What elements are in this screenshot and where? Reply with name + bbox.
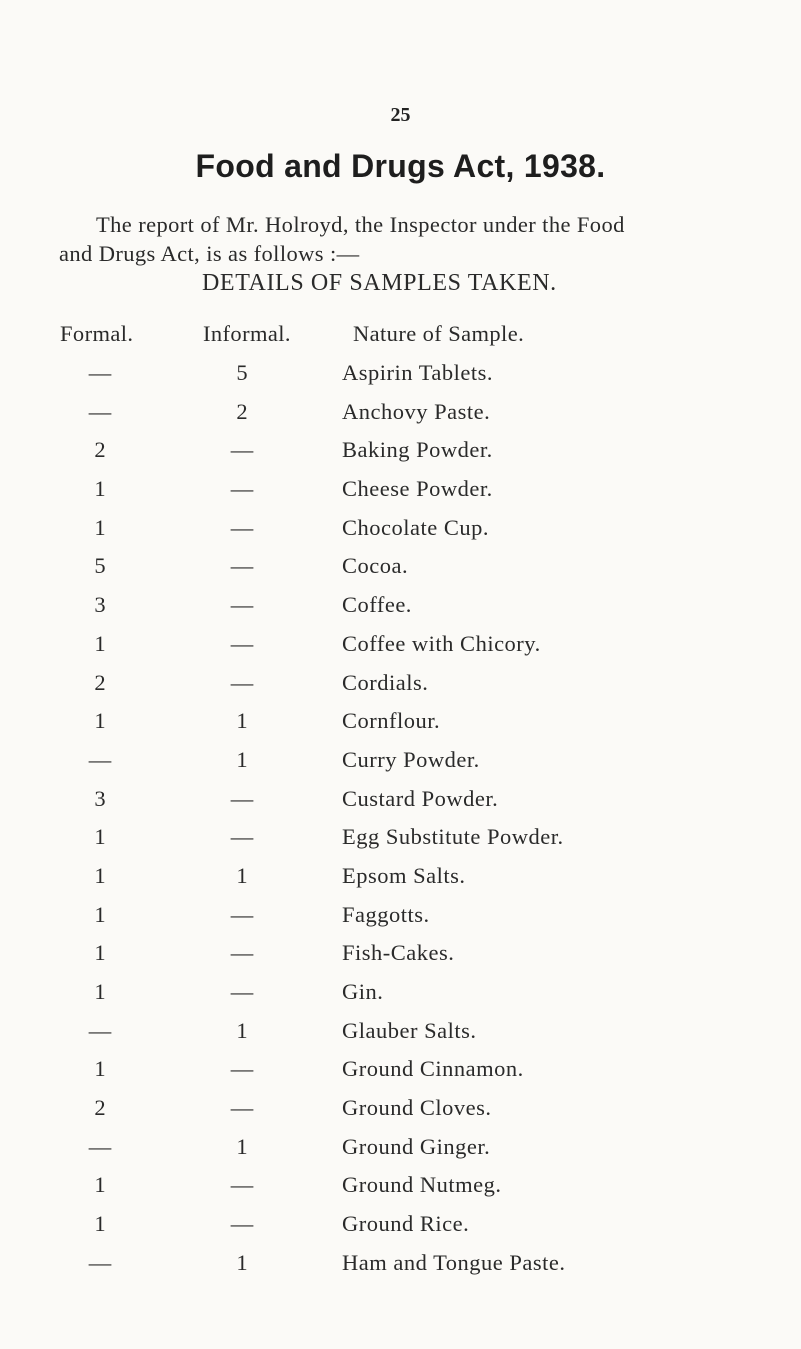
- cell-informal-count: —: [230, 514, 254, 540]
- cell-nature-of-sample: Curry Powder.: [342, 746, 480, 772]
- cell-formal-count: —: [88, 1133, 112, 1159]
- cell-informal-count: —: [230, 785, 254, 811]
- cell-nature-of-sample: Cheese Powder.: [342, 476, 493, 502]
- table-row: [0, 824, 801, 863]
- column-header-nature: Nature of Sample.: [353, 321, 525, 346]
- cell-informal-count: —: [230, 940, 254, 966]
- page-number: 25: [390, 104, 411, 126]
- cell-formal-count: 1: [94, 476, 106, 502]
- table-row: [0, 747, 801, 786]
- cell-nature-of-sample: Cocoa.: [342, 553, 409, 579]
- intro-paragraph: [59, 210, 759, 268]
- cell-formal-count: 1: [94, 940, 106, 966]
- table-row: [0, 437, 801, 476]
- cell-nature-of-sample: Coffee with Chicory.: [342, 630, 541, 656]
- table-row: [0, 670, 801, 709]
- table-row: [0, 786, 801, 825]
- column-header-formal: Formal.: [60, 321, 134, 346]
- cell-nature-of-sample: Ground Ginger.: [342, 1133, 491, 1159]
- cell-nature-of-sample: Baking Powder.: [342, 437, 493, 463]
- cell-informal-count: 1: [236, 1133, 248, 1159]
- cell-formal-count: 1: [94, 1172, 106, 1198]
- cell-nature-of-sample: Glauber Salts.: [342, 1017, 477, 1043]
- cell-formal-count: —: [88, 746, 112, 772]
- cell-formal-count: —: [88, 360, 112, 385]
- cell-informal-count: —: [230, 901, 254, 927]
- table-row: [0, 360, 801, 399]
- cell-nature-of-sample: Ham and Tongue Paste.: [342, 1249, 566, 1275]
- cell-informal-count: —: [230, 630, 254, 656]
- cell-nature-of-sample: Fish-Cakes.: [342, 940, 455, 966]
- table-row: [0, 863, 801, 902]
- table-row: [0, 1250, 801, 1289]
- cell-informal-count: 1: [236, 746, 248, 772]
- cell-formal-count: —: [88, 398, 112, 424]
- table-row: [0, 1095, 801, 1134]
- cell-formal-count: 1: [94, 1056, 106, 1082]
- cell-informal-count: —: [230, 476, 254, 502]
- cell-nature-of-sample: Ground Rice.: [342, 1211, 470, 1237]
- cell-informal-count: —: [230, 592, 254, 618]
- table-row: [0, 1018, 801, 1057]
- cell-formal-count: 1: [94, 862, 106, 888]
- section-heading: DETAILS OF SAMPLES TAKEN.: [202, 270, 557, 296]
- table-row: [0, 1134, 801, 1173]
- cell-nature-of-sample: Coffee.: [342, 592, 412, 618]
- cell-informal-count: —: [230, 1056, 254, 1082]
- cell-informal-count: 1: [236, 1017, 248, 1043]
- cell-informal-count: —: [230, 824, 254, 850]
- cell-formal-count: 1: [94, 979, 106, 1004]
- cell-informal-count: —: [230, 553, 254, 579]
- column-header-informal: Informal.: [203, 321, 291, 346]
- cell-formal-count: 2: [94, 669, 106, 695]
- table-row: [0, 1211, 801, 1250]
- cell-formal-count: 1: [94, 630, 106, 656]
- cell-informal-count: —: [230, 437, 254, 463]
- cell-formal-count: 1: [94, 708, 106, 734]
- cell-formal-count: 1: [94, 824, 106, 850]
- cell-formal-count: —: [88, 1249, 112, 1275]
- cell-informal-count: —: [230, 1211, 254, 1237]
- cell-nature-of-sample: Cornflour.: [342, 708, 441, 734]
- cell-nature-of-sample: Cordials.: [342, 669, 429, 695]
- cell-informal-count: —: [230, 669, 254, 695]
- samples-table: [0, 360, 801, 1289]
- cell-formal-count: 1: [94, 1211, 106, 1237]
- cell-nature-of-sample: Aspirin Tablets.: [342, 360, 493, 385]
- cell-formal-count: 3: [94, 592, 106, 618]
- cell-nature-of-sample: Gin.: [342, 979, 384, 1004]
- cell-nature-of-sample: Epsom Salts.: [342, 862, 466, 888]
- cell-nature-of-sample: Chocolate Cup.: [342, 514, 489, 540]
- cell-informal-count: 1: [236, 708, 248, 734]
- cell-nature-of-sample: Ground Cinnamon.: [342, 1056, 524, 1082]
- table-row: [0, 940, 801, 979]
- table-row: [0, 476, 801, 515]
- cell-nature-of-sample: Ground Cloves.: [342, 1095, 492, 1121]
- cell-informal-count: 1: [236, 1249, 248, 1275]
- table-row: [0, 1056, 801, 1095]
- table-row: [0, 515, 801, 554]
- cell-formal-count: 1: [94, 901, 106, 927]
- cell-nature-of-sample: Anchovy Paste.: [342, 398, 491, 424]
- cell-informal-count: —: [230, 1095, 254, 1121]
- cell-informal-count: 5: [236, 360, 248, 385]
- cell-informal-count: —: [230, 979, 254, 1004]
- cell-nature-of-sample: Faggotts.: [342, 901, 430, 927]
- cell-nature-of-sample: Ground Nutmeg.: [342, 1172, 502, 1198]
- table-row: [0, 902, 801, 941]
- table-row: [0, 553, 801, 592]
- cell-formal-count: 1: [94, 514, 106, 540]
- table-row: [0, 1172, 801, 1211]
- table-row: [0, 979, 801, 1018]
- cell-formal-count: 3: [94, 785, 106, 811]
- intro-line-1: The report of Mr. Holroyd, the Inspector under the Food: [96, 212, 625, 237]
- table-row: [0, 708, 801, 747]
- cell-formal-count: 2: [94, 1095, 106, 1121]
- cell-nature-of-sample: Egg Substitute Powder.: [342, 824, 564, 850]
- cell-formal-count: 2: [94, 437, 106, 463]
- cell-informal-count: 1: [236, 862, 248, 888]
- table-row: [0, 631, 801, 670]
- page-title: Food and Drugs Act, 1938.: [195, 148, 606, 184]
- table-row: [0, 592, 801, 631]
- cell-nature-of-sample: Custard Powder.: [342, 785, 499, 811]
- cell-informal-count: —: [230, 1172, 254, 1198]
- cell-formal-count: —: [88, 1017, 112, 1043]
- intro-line-2: and Drugs Act, is as follows :—: [59, 241, 360, 266]
- cell-formal-count: 5: [94, 553, 106, 579]
- table-row: [0, 399, 801, 438]
- cell-informal-count: 2: [236, 398, 248, 424]
